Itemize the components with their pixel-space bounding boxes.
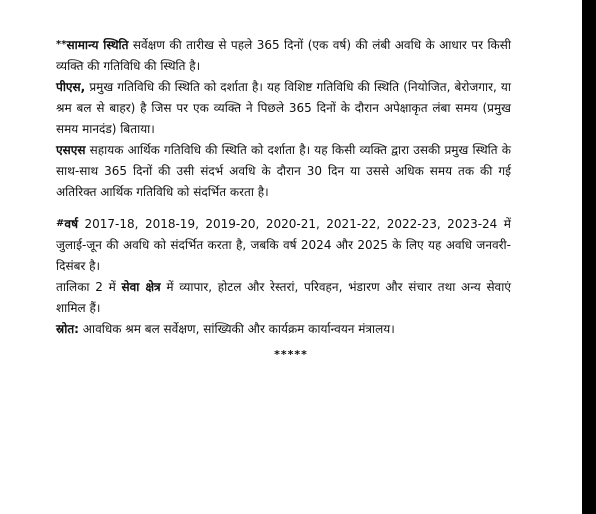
- note-source-text: आवधिक श्रम बल सर्वेक्षण, सांख्यिकी और कार्यक्रम कार्यान्वयन मंत्रालय।: [78, 322, 395, 336]
- footnotes-section: [56, 34, 511, 340]
- note-year: [56, 213, 511, 277]
- term-year: वर्ष: [64, 217, 78, 231]
- double-asterisk-mark: **: [56, 39, 67, 50]
- note-principal-status-text: प्रमुख गतिविधि की स्थिति को दर्शाता है। यह विशिष्ट गतिविधि की स्थिति (नियोजित, बेरोजगार, या श्रम बल से बाहर) है जिस पर एक व्यक्ति ने पिछले 365 दिनों के दौरान अपेक्षाकृत लंबा समय (प्रमुख समय मानदंड) बिताया।: [56, 80, 511, 136]
- note-service-sector-prefix: तालिका 2 में: [56, 280, 122, 294]
- window-edge: [582, 0, 596, 514]
- note-subsidiary-status-text: सहायक आर्थिक गतिविधि की स्थिति को दर्शाता है। यह किसी व्यक्ति द्वारा उसकी प्रमुख स्थिति के साथ-साथ 365 दिनों की उसी संदर्भ अवधि के दौरान 30 दिन या उससे अधिक समय तक की गई अतिरिक्त आर्थिक गतिविधि को संदर्भित करता है।: [56, 143, 511, 199]
- note-usual-status: [56, 34, 511, 77]
- note-principal-status: [56, 77, 511, 140]
- note-source: [56, 319, 511, 340]
- note-year-text: 2017-18, 2018-19, 2019-20, 2020-21, 2021-22, 2022-23, 2023-24 में जुलाई-जून की अवधि को संदर्भित करता है, जबकि वर्ष 2024 और 2025 के लिए यह अवधि जनवरी-दिसंबर है।: [56, 217, 511, 273]
- term-ss: एसएस: [56, 143, 86, 157]
- term-usual-status: सामान्य स्थिति: [66, 38, 129, 52]
- note-service-sector: [56, 277, 511, 319]
- note-service-sector-text: में व्यापार, होटल और रेस्तरां, परिवहन, भंडारण और संचार तथा अन्य सेवाएं शामिल हैं।: [56, 280, 511, 315]
- hash-mark: #: [56, 218, 65, 229]
- term-source: स्रोत:: [56, 322, 79, 336]
- term-service-sector: सेवा क्षेत्र: [121, 280, 161, 294]
- note-usual-status-text: सर्वेक्षण की तारीख से पहले 365 दिनों (एक वर्ष) की लंबी अवधि के आधार पर किसी व्यक्ति की गतिविधि की स्थिति है।: [56, 38, 511, 73]
- end-marker: *****: [274, 348, 308, 361]
- term-ps: पीएस,: [56, 80, 86, 94]
- note-subsidiary-status: [56, 140, 511, 203]
